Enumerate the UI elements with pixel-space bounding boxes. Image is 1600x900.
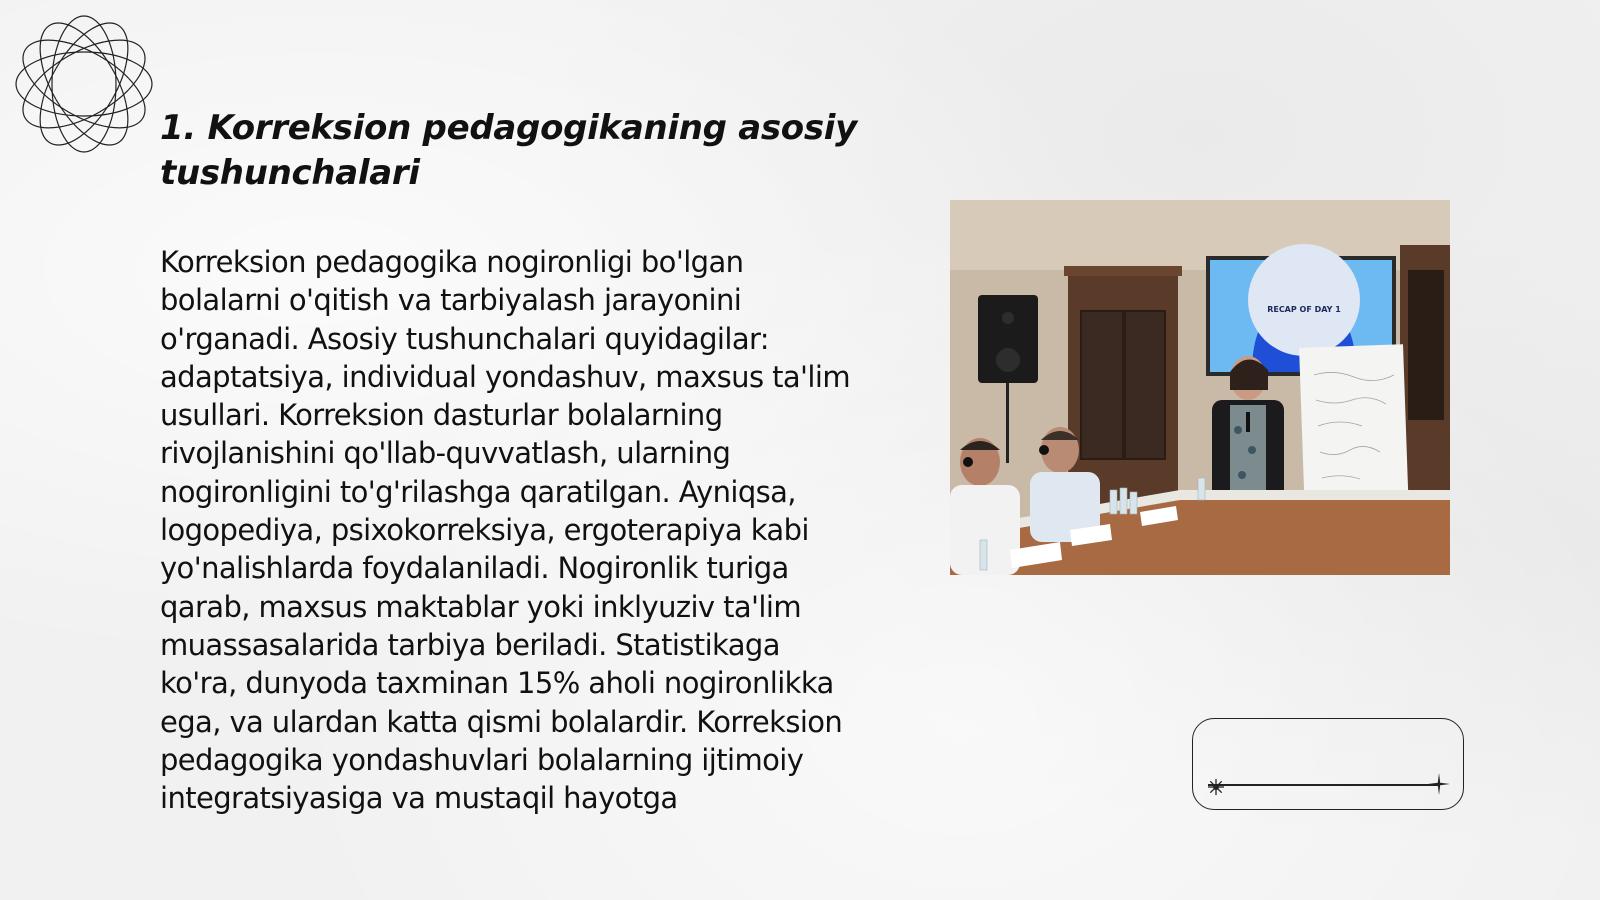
seminar-photo [950,200,1450,575]
decorative-line [1208,784,1438,786]
slide-body-text: Korreksion pedagogika nogironligi bo'lgan bolalarni o'qitish va tarbiyalash jarayonini o'rganadi. Asosiy tushunchalari quyidagilar: adaptatsiya, individual yondashuv, maxsus ta'lim usullari. Korreksion dasturlar bolalarning rivojlanishini qo'llab-quvvatlash, ularning nogironligini to'g'rilashga qaratilgan. Ayniqsa, logopediya, psixokorreksiya, ergoterapiya kabi yo'nalishlarda foydalaniladi. Nogironlik turiga qarab, maxsus maktablar yoki inklyuziv ta'lim muassasalarida tarbiya beriladi. Statistikaga ko'ra, dunyoda taxminan 15% aholi nogironlikka ega, va ulardan katta qismi bolalardir. Korreksion pedagogika yondashuvlari bolalarning ijtimoiy integratsiyasiga va mustaqil hayotga [160,245,850,816]
decorative-frame [1192,718,1464,810]
orbital-rings-logo-icon [10,10,158,158]
slide-title: 1. Korreksion pedagogikaning asosiy tushunchalari [160,108,858,193]
sun-icon [1207,778,1225,796]
screen-caption: RECAP OF DAY 1 [1267,305,1341,314]
sparkle-icon [1428,773,1450,795]
